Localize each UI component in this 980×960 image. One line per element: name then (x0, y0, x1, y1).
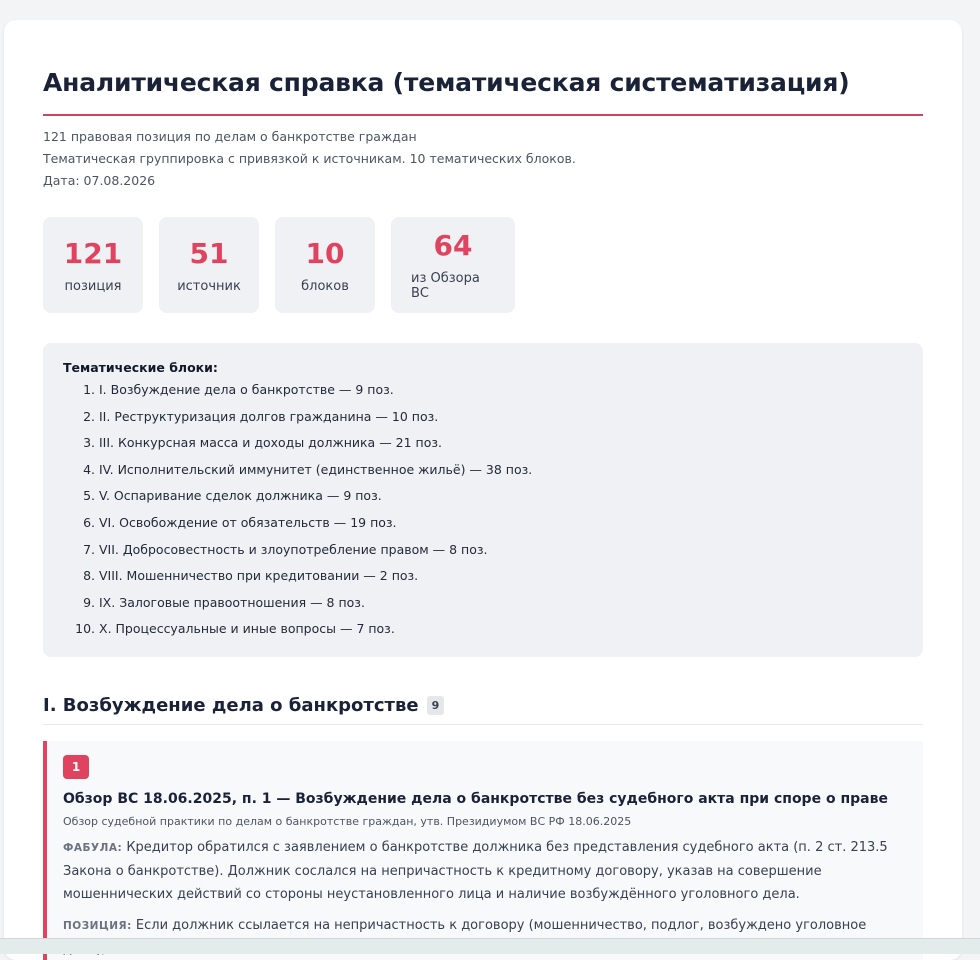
entry-fabula (63, 836, 903, 906)
fabula-label: ФАБУЛА: (63, 841, 123, 854)
blocks-title: Тематические блоки: (63, 360, 218, 375)
position-text: Если должник ссылается на непричастность к договору (мошенничество, подлог, возбуждено уголовное (135, 917, 867, 933)
block-item: 2. II. Реструктуризация долгов гражданина — 10 поз. (99, 404, 903, 431)
stat-label: источник (177, 278, 241, 294)
entry-title: Обзор ВС 18.06.2025, п. 1 — Возбуждение дела о банкротстве без судебного акта при споре о праве (63, 790, 888, 807)
fabula-text: Кредитор обратился с заявлением о банкротстве должника без представления судебного акта (п. 2 ст. 213.5 Закона о банкротстве). Должник сослался на непричастность к кредитному договору, указав на совершение мошеннических действий со стороны неустановленного лица и наличие возбуждённого уголовного дела. (63, 839, 888, 902)
stat-card-review (391, 217, 515, 313)
stat-card-blocks (275, 217, 375, 313)
position-entry (43, 741, 923, 960)
bottom-status-strip (0, 938, 980, 954)
block-item: 8. VIII. Мошенничество при кредитовании — 2 поз. (99, 563, 903, 590)
subtitle-line: Тематическая группировка с привязкой к источникам. 10 тематических блоков. (43, 151, 576, 166)
section-count-badge: 9 (427, 696, 445, 715)
stat-value: 121 (63, 236, 123, 270)
block-item: 6. VI. Освобождение от обязательств — 19 поз. (99, 510, 903, 537)
block-item: 7. VII. Добросовестность и злоупотребление правом — 8 поз. (99, 537, 903, 564)
stat-label: позиция (64, 278, 122, 294)
page-title: Аналитическая справка (тематическая систематизация) (43, 68, 850, 97)
subtitle-line: 121 правовая позиция по делам о банкротстве граждан (43, 129, 417, 144)
block-item: 4. IV. Исполнительский иммунитет (единственное жильё) — 38 поз. (99, 457, 903, 484)
stat-value: 10 (305, 236, 345, 270)
block-item: 5. V. Оспаривание сделок должника — 9 поз. (99, 483, 903, 510)
block-item: 3. III. Конкурсная масса и доходы должника — 21 поз. (99, 430, 903, 457)
entry-number-badge: 1 (63, 755, 89, 779)
section-bankruptcy-initiation (43, 695, 923, 960)
stats-row (43, 217, 923, 313)
block-item: 10. X. Процессуальные и иные вопросы — 7 поз. (99, 616, 903, 643)
section-header (43, 695, 923, 725)
stat-label: блоков (301, 278, 349, 294)
entry-source: Обзор судебной практики по делам о банкротстве граждан, утв. Президиумом ВС РФ 18.06.2025 (63, 814, 632, 828)
stat-value: 64 (433, 229, 473, 262)
block-item: 1. I. Возбуждение дела о банкротстве — 9 поз. (99, 377, 903, 404)
blocks-list (63, 377, 903, 643)
position-label: ПОЗИЦИЯ: (63, 919, 132, 932)
stat-card-positions (43, 217, 143, 313)
report-date: Дата: 07.08.2026 (43, 173, 156, 188)
stat-label: из Обзора ВС (411, 271, 480, 301)
stat-card-sources (159, 217, 259, 313)
report-meta (43, 126, 923, 192)
title-divider (43, 114, 923, 116)
report-card (4, 20, 962, 960)
stat-value: 51 (189, 236, 229, 270)
section-title: I. Возбуждение дела о банкротстве (43, 694, 419, 716)
thematic-blocks (43, 343, 923, 657)
block-item: 9. IX. Залоговые правоотношения — 8 поз. (99, 590, 903, 617)
